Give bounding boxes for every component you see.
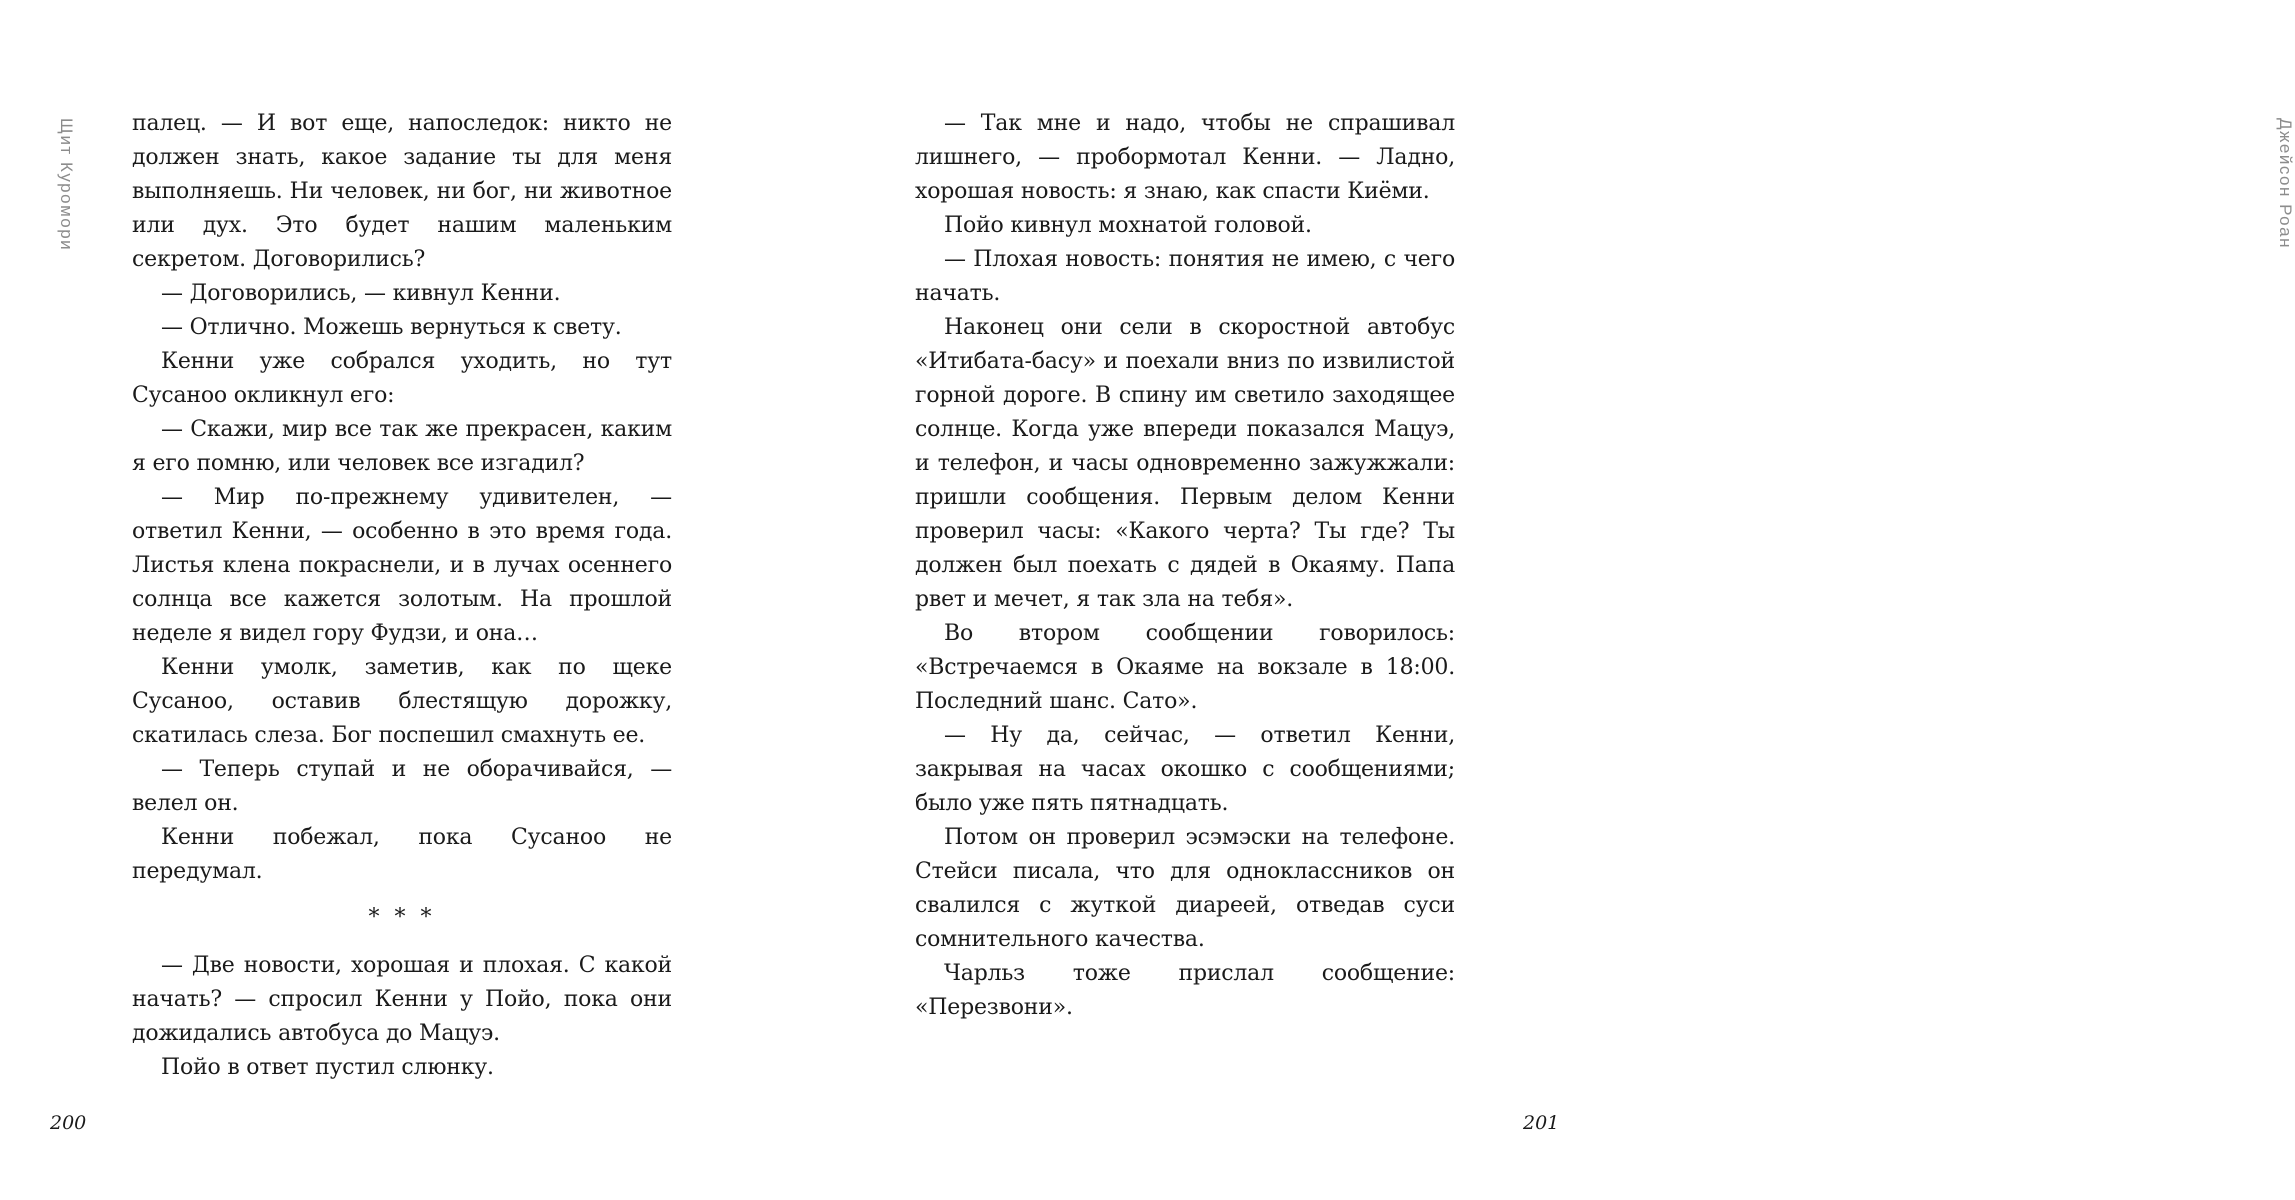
section-break: * * * <box>368 905 436 930</box>
left-page-text <box>132 107 672 1085</box>
paragraph: Во втором сообщении говорилось: «Встречаемся в Окаяме на вокзале в 18:00. Последний шанс. Сато». <box>915 621 1455 714</box>
right-page <box>800 0 2295 1200</box>
paragraph: — Теперь ступай и не оборачивайся, — велел он. <box>132 757 672 816</box>
paragraph: — Мир по-прежнему удивителен, — ответил Кенни, — особенно в это время года. Листья клена покраснели, и в лучах осеннего солнца все кажется золотым. На прошлой неделе я видел гору Фудзи, и она… <box>132 485 672 646</box>
paragraph: Кенни умолк, заметив, как по щеке Сусаноо, оставив блестящую дорожку, скатилась слеза. Бог поспешил смахнуть ее. <box>132 655 672 748</box>
right-running-head: Джейсон Роан <box>2276 118 2295 249</box>
paragraph: — Договорились, — кивнул Кенни. <box>161 281 561 306</box>
paragraph: — Плохая новость: понятия не имею, с чего начать. <box>915 247 1455 306</box>
paragraph: Пойо в ответ пустил слюнку. <box>161 1055 494 1080</box>
paragraph: Потом он проверил эсэмэски на телефоне. Стейси писала, что для одноклассников он свалился с жуткой диареей, отведав суси сомнительного качества. <box>915 825 1455 952</box>
paragraph: Кенни побежал, пока Сусаноо не передумал. <box>132 825 672 884</box>
paragraph: палец. — И вот еще, напоследок: никто не должен знать, какое задание ты для меня выполняешь. Ни человек, ни бог, ни животное или дух. Это будет нашим маленьким секретом. Договорились? <box>132 111 672 272</box>
page-number-right: 201 <box>1523 1112 1560 1134</box>
page-number-left: 200 <box>50 1112 87 1134</box>
paragraph: — Отлично. Можешь вернуться к свету. <box>161 315 622 340</box>
paragraph: — Две новости, хорошая и плохая. С какой начать? — спросил Кенни у Пойо, пока они дожидались автобуса до Мацуэ. <box>132 953 672 1046</box>
paragraph: Наконец они сели в скоростной автобус «Итибата-басу» и поехали вниз по извилистой горной дороге. В спину им светило заходящее солнце. Когда уже впереди показался Мацуэ, и телефон, и часы одновременно зажужжали: пришли сообщения. Первым делом Кенни проверил часы: «Какого черта? Ты где? Ты должен был поехать с дядей в Окаяму. Папа рвет и мечет, я так зла на тебя». <box>915 315 1455 612</box>
paragraph: Чарльз тоже прислал сообщение: «Перезвони». <box>915 961 1455 1020</box>
paragraph: Пойо кивнул мохнатой головой. <box>944 213 1312 238</box>
paragraph: — Скажи, мир все так же прекрасен, каким я его помню, или человек все изгадил? <box>132 417 672 476</box>
paragraph: — Так мне и надо, чтобы не спрашивал лишнего, — пробормотал Кенни. — Ладно, хорошая новость: я знаю, как спасти Киёми. <box>915 111 1455 204</box>
left-running-head: Щит Куромори <box>57 118 76 252</box>
paragraph: — Ну да, сейчас, — ответил Кенни, закрывая на часах окошко с сообщениями; было уже пять пятнадцать. <box>915 723 1455 816</box>
right-page-text <box>915 107 1455 1025</box>
paragraph: Кенни уже собрался уходить, но тут Сусаноо окликнул его: <box>132 349 672 408</box>
left-page <box>0 0 800 1200</box>
